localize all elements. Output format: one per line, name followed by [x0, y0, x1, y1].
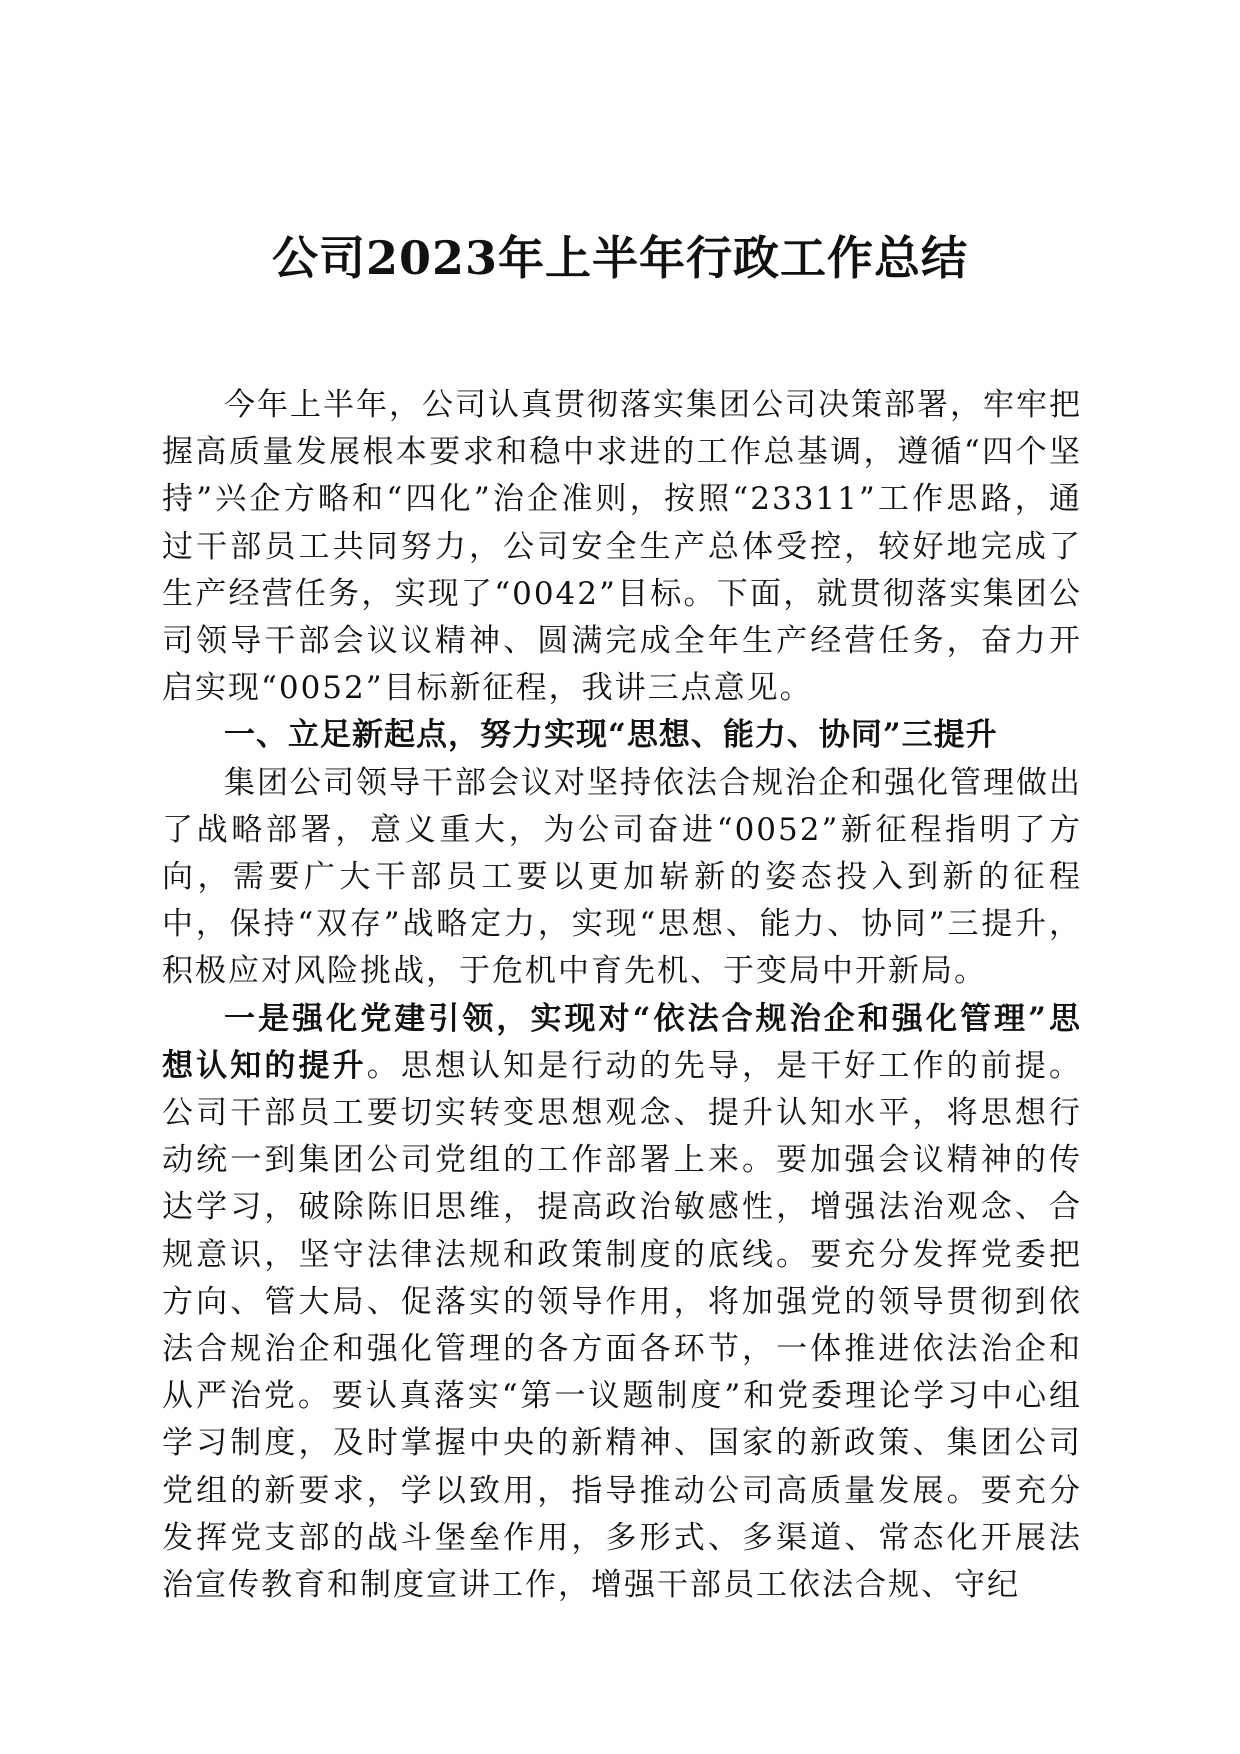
intro-paragraph: 今年上半年，公司认真贯彻落实集团公司决策部署，牢牢把握高质量发展根本要求和稳中求进的工作总基调，遵循“四个坚持”兴企方略和“四化”治企准则，按照“23311”工作思路，通过干部员工共同努力，公司安全生产总体受控，较好地完成了生产经营任务，实现了“0042”目标。下面，就贯彻落实集团公司领导干部会议议精神、圆满完成全年生产经营任务，奋力开启实现“0052”目标新征程，我讲三点意见。 — [162, 387, 1082, 707]
point-1-paragraph — [162, 996, 1082, 1610]
point-1-lead: 一是强化党建引领，实现对“依法合规治企和强化管理”思想认知的提升 — [162, 1000, 1082, 1084]
document-body — [162, 382, 1082, 1609]
section-1-paragraph: 集团公司领导干部会议对坚持依法合规治企和强化管理做出了战略部署，意义重大，为公司奋进“0052”新征程指明了方向，需要广大干部员工要以更加崭新的姿态投入到新的征程中，保持“双存”战略定力，实现“思想、能力、协同”三提升，积极应对风险挑战，于危机中育先机、于变局中开新局。 — [162, 764, 1082, 990]
document-title: 公司2023年上半年行政工作总结 — [271, 231, 969, 285]
section-heading-1: 一、立足新起点，努力实现“思想、能力、协同”三提升 — [224, 717, 998, 754]
point-1-body: 。思想认知是行动的先导，是干好工作的前提。公司干部员工要切实转变思想观念、提升认知水平，将思想行动统一到集团公司党组的工作部署上来。要加强会议精神的传达学习，破除陈旧思维，提高政治敏感性，增强法治观念、合规意识，坚守法律法规和政策制度的底线。要充分发挥党委把方向、管大局、促落实的领导作用，将加强党的领导贯彻到依法合规治企和强化管理的各方面各环节，一体推进依法治企和从严治党。要认真落实“第一议题制度”和党委理论学习中心组学习制度，及时掌握中央的新精神、国家的新政策、集团公司党组的新要求，学以致用，指导推动公司高质量发展。要充分发挥党支部的战斗堡垒作用，多形式、多渠道、常态化开展法治宣传教育和制度宣讲工作，增强干部员工依法合规、守纪 — [162, 1047, 1083, 1604]
